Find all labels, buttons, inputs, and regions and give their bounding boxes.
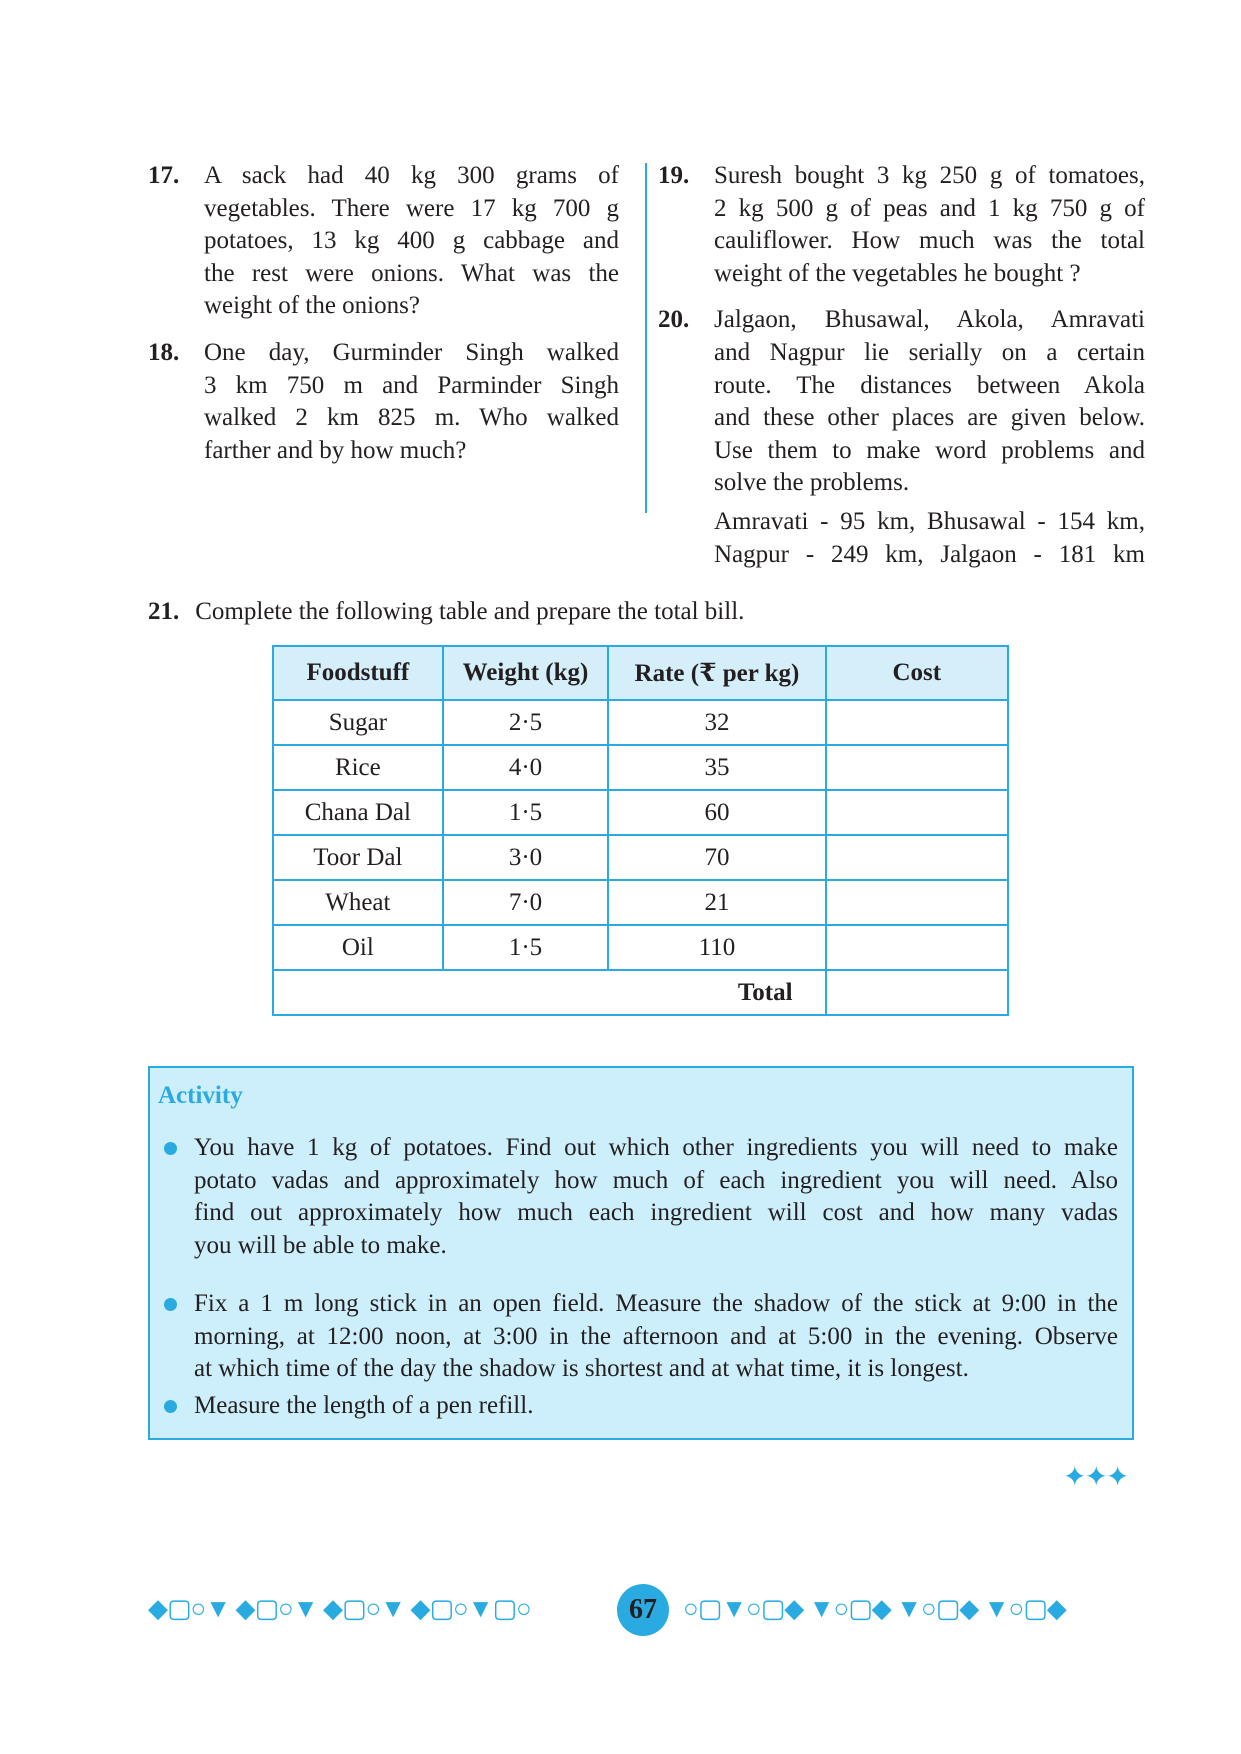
- table-row: [273, 835, 1008, 880]
- weight-cell: 1·5: [443, 790, 609, 835]
- question-text-line: route. The distances between Akola: [714, 371, 1145, 399]
- table-row: [273, 880, 1008, 925]
- foodstuff-cell: Wheat: [273, 880, 443, 925]
- end-mark-stars-icon: ✦✦✦: [1063, 1462, 1128, 1493]
- distance-list: [714, 506, 1145, 571]
- foodstuff-cell: Sugar: [273, 700, 443, 745]
- total-cost-cell: [826, 970, 1008, 1015]
- distance-line: Amravati - 95 km, Bhusawal - 154 km,: [714, 507, 1145, 535]
- question-text-line: the rest were onions. What was the: [204, 259, 619, 287]
- question-20: [658, 304, 1145, 571]
- rate-cell: 32: [608, 700, 825, 745]
- table-header-row: [273, 646, 1008, 700]
- foodstuff-cell: Toor Dal: [273, 835, 443, 880]
- activity-text-line: potato vadas and approximately how much of each ingredient you will need. Also: [194, 1166, 1118, 1194]
- bullet-dot-icon: [164, 1298, 177, 1311]
- weight-cell: 4·0: [443, 745, 609, 790]
- question-number: 17.: [148, 162, 180, 189]
- question-number: 21.: [148, 598, 180, 625]
- footer-right-pattern: ○▢▼○▢◆ ▼○▢◆ ▼○▢◆ ▼○▢◆: [683, 1594, 1066, 1623]
- page-number: 67: [617, 1584, 669, 1636]
- foodstuff-cell: Oil: [273, 925, 443, 970]
- left-column: [148, 160, 619, 467]
- question-text-line: Suresh bought 3 kg 250 g of tomatoes,: [714, 162, 1145, 189]
- column-divider: [645, 163, 647, 513]
- rate-cell: 60: [608, 790, 825, 835]
- cost-cell: [826, 790, 1008, 835]
- question-text-line: 3 km 750 m and Parminder Singh: [204, 371, 619, 399]
- question-number: 18.: [148, 338, 180, 366]
- rate-cell: 70: [608, 835, 825, 880]
- cost-cell: [826, 700, 1008, 745]
- activity-text-line: Fix a 1 m long stick in an open field. Measure the shadow of the stick at 9:00 in the: [194, 1290, 1118, 1317]
- question-text-line: and these other places are given below.: [714, 404, 1145, 432]
- activity-box: [148, 1066, 1134, 1440]
- question-text-line: walked 2 km 825 m. Who walked: [204, 404, 619, 432]
- column-header-rate: Rate (₹ per kg): [608, 646, 825, 700]
- column-header-foodstuff: Foodstuff: [273, 646, 443, 700]
- rate-cell: 35: [608, 745, 825, 790]
- question-18: [148, 337, 619, 467]
- question-text-line: and Nagpur lie serially on a certain: [714, 338, 1145, 366]
- question-text-line: Jalgaon, Bhusawal, Akola, Amravati: [714, 306, 1145, 334]
- question-text-line: weight of the vegetables he bought ?: [714, 259, 1081, 287]
- bullet-dot-icon: [164, 1142, 177, 1155]
- weight-cell: 1·5: [443, 925, 609, 970]
- question-text-line: cauliflower. How much was the total: [714, 227, 1145, 255]
- distance-line: Nagpur - 249 km, Jalgaon - 181 km: [714, 540, 1145, 568]
- table-row: [273, 700, 1008, 745]
- total-label: Total: [273, 970, 826, 1015]
- question-text-line: solve the problems.: [714, 469, 910, 497]
- footer-left-pattern: ◆▢○▼ ◆▢○▼ ◆▢○▼ ◆▢○▼▢○: [148, 1594, 531, 1623]
- weight-cell: 3·0: [443, 835, 609, 880]
- activity-bullet: [194, 1288, 1118, 1386]
- cost-cell: [826, 835, 1008, 880]
- question-text-line: One day, Gurminder Singh walked: [204, 338, 619, 366]
- weight-cell: 2·5: [443, 700, 609, 745]
- question-text-line: Use them to make word problems and: [714, 436, 1145, 464]
- cost-cell: [826, 880, 1008, 925]
- question-number: 19.: [658, 162, 690, 189]
- question-text: Complete the following table and prepare the total bill.: [195, 598, 745, 625]
- activity-text-line: you will be able to make.: [194, 1231, 447, 1259]
- bill-table: [272, 645, 1009, 1016]
- weight-cell: 7·0: [443, 880, 609, 925]
- activity-text-line: Measure the length of a pen refill.: [194, 1392, 534, 1419]
- foodstuff-cell: Chana Dal: [273, 790, 443, 835]
- activity-text-line: morning, at 12:00 noon, at 3:00 in the afternoon and at 5:00 in the evening. Observe: [194, 1322, 1118, 1350]
- right-column: [658, 160, 1145, 571]
- question-text-line: vegetables. There were 17 kg 700 g: [204, 194, 619, 222]
- column-header-weight: Weight (kg): [443, 646, 609, 700]
- question-number: 20.: [658, 306, 690, 334]
- rate-cell: 110: [608, 925, 825, 970]
- table-row: [273, 790, 1008, 835]
- activity-text-line: at which time of the day the shadow is shortest and at what time, it is longest.: [194, 1355, 969, 1383]
- activity-text-line: You have 1 kg of potatoes. Find out which other ingredients you will need to make: [194, 1134, 1118, 1161]
- cost-cell: [826, 745, 1008, 790]
- foodstuff-cell: Rice: [273, 745, 443, 790]
- question-19: [658, 160, 1145, 290]
- rate-cell: 21: [608, 880, 825, 925]
- bullet-dot-icon: [164, 1400, 177, 1413]
- question-21: [148, 598, 744, 626]
- question-text-line: potatoes, 13 kg 400 g cabbage and: [204, 227, 619, 255]
- question-text-line: farther and by how much?: [204, 436, 467, 464]
- table-row: [273, 925, 1008, 970]
- question-text-line: weight of the onions?: [204, 292, 420, 320]
- total-row: [273, 970, 1008, 1015]
- activity-bullet: [194, 1132, 1118, 1262]
- question-text-line: 2 kg 500 g of peas and 1 kg 750 g of: [714, 194, 1145, 222]
- question-17: [148, 160, 619, 323]
- activity-title: Activity: [158, 1082, 243, 1109]
- activity-bullet: [194, 1390, 1118, 1423]
- question-text-line: A sack had 40 kg 300 grams of: [204, 162, 619, 189]
- page-footer: [0, 1584, 1241, 1634]
- cost-cell: [826, 925, 1008, 970]
- column-header-cost: Cost: [826, 646, 1008, 700]
- activity-text-line: find out approximately how much each ingredient will cost and how many vadas: [194, 1199, 1118, 1227]
- table-row: [273, 745, 1008, 790]
